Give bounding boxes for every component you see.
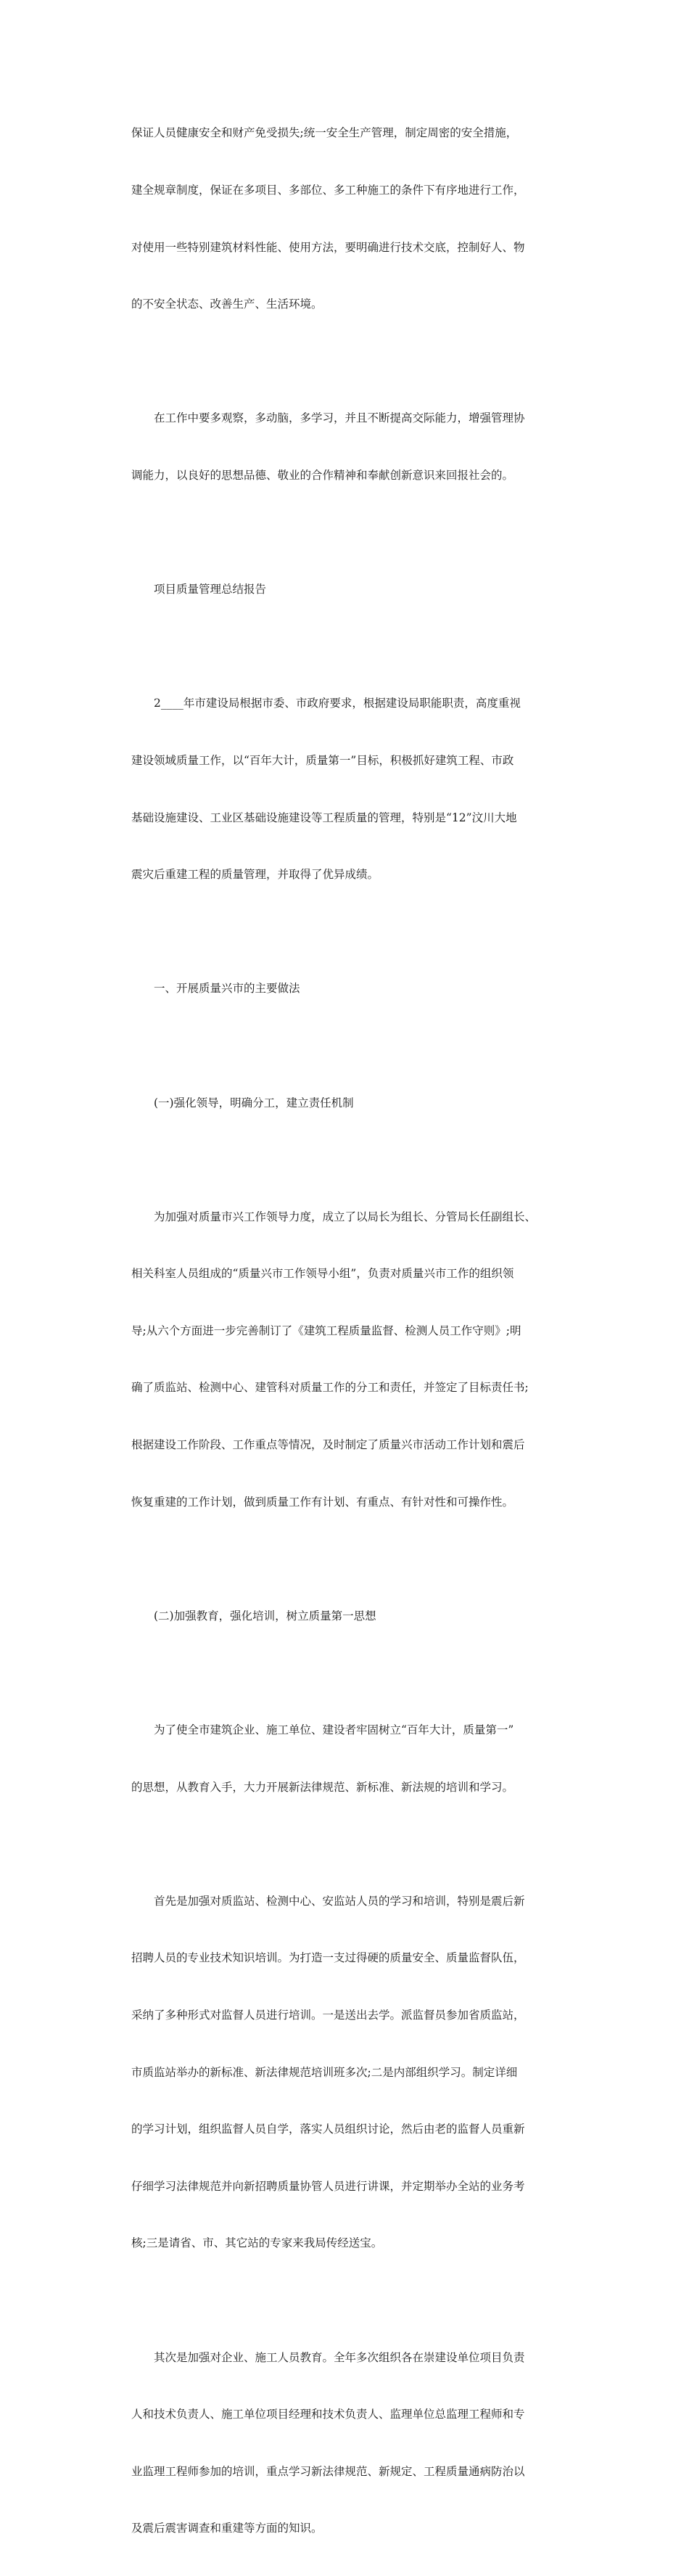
- paragraph-education: [131, 1683, 566, 1835]
- text-line: 为加强对质量市兴工作领导力度，成立了以局长为组长、分管局长任副组长、: [154, 1210, 537, 1223]
- heading-text: (一)强化领导，明确分工，建立责任机制: [154, 1096, 354, 1109]
- text-line: 基础设施建设、工业区基础设施建设等工程质量的管理，特别是“12”汶川大地: [131, 811, 517, 824]
- text-line: 首先是加强对质监站、检测中心、安监站人员的学习和培训，特别是震后新: [154, 1894, 525, 1908]
- heading-text: (二)加强教育，强化培训，树立质量第一思想: [154, 1609, 376, 1623]
- text-line: 调能力，以良好的思想品德、敬业的合作精神和奉献创新意识来回报社会的。: [131, 468, 514, 482]
- text-line: 招聘人员的专业技术知识培训。为打造一支过得硬的质量安全、质量监督队伍，: [131, 1951, 525, 1965]
- text-line: 建全规章制度，保证在多项目、多部位、多工种施工的条件下有序地进行工作，: [131, 184, 525, 197]
- paragraph-leadership: [131, 1169, 566, 1549]
- text-line: 在工作中要多观察，多动脑，多学习，并且不断提高交际能力，增强管理协: [154, 411, 525, 425]
- text-line: 业监理工程师参加的培训，重点学习新法律规范、新规定、工程质量通病防治以: [131, 2464, 525, 2478]
- text-line: 的不安全状态、改善生产、生活环境。: [131, 298, 323, 311]
- report-title: [131, 542, 566, 637]
- text-line: 的学习计划，组织监督人员自学，落实人员组织讨论，然后由老的监督人员重新: [131, 2122, 525, 2136]
- text-line: 建设领域质量工作，以“百年大计，质量第一”目标，积极抓好建筑工程、市政: [131, 753, 514, 767]
- document-page: [131, 86, 566, 2576]
- paragraph-enterprise-training: [131, 2310, 566, 2576]
- text-line: 2____年市建设局根据市委、市政府要求，根据建设局职能职责，高度重视: [154, 697, 521, 710]
- text-line: 恢复重建的工作计划，做到质量工作有计划、有重点、有针对性和可操作性。: [131, 1495, 514, 1509]
- text-line: 相关科室人员组成的“质量兴市工作领导小组”，负责对质量兴市工作的组织领: [131, 1267, 514, 1281]
- text-line: 人和技术负责人、施工单位项目经理和技术负责人、监理单位总监理工程师和专: [131, 2408, 525, 2421]
- text-line: 根据建设工作阶段、工作重点等情况，及时制定了质量兴市活动工作计划和震后: [131, 1438, 525, 1452]
- subsection-heading-2: [131, 1568, 566, 1663]
- subsection-heading-1: [131, 1055, 566, 1150]
- text-line: 采纳了多种形式对监督人员进行培训。一是送出去学。派监督员参加省质监站，: [131, 2009, 525, 2022]
- paragraph-safety-management: [131, 86, 566, 352]
- paragraph-intro: [131, 656, 566, 922]
- text-line: 的思想，从教育入手，大力开展新法律规范、新标准、新法规的培训和学习。: [131, 1780, 514, 1794]
- text-line: 仔细学习法律规范并向新招聘质量协管人员进行讲课，并定期举办全站的业务考: [131, 2179, 525, 2193]
- text-line: 震灾后重建工程的质量管理，并取得了优异成绩。: [131, 868, 379, 882]
- paragraph-staff-training: [131, 1853, 566, 2291]
- text-line: 为了使全市建筑企业、施工单位、建设者牢固树立“百年大计，质量第一”: [154, 1723, 514, 1737]
- text-line: 导;从六个方面进一步完善制订了《建筑工程质量监督、检测人员工作守则》;明: [131, 1324, 521, 1337]
- heading-text: 一、开展质量兴市的主要做法: [154, 982, 300, 996]
- text-line: 确了质监站、检测中心、建管科对质量工作的分工和责任，并签定了目标责任书;: [131, 1381, 529, 1395]
- text-line: 对使用一些特别建筑材料性能、使用方法，要明确进行技术交底，控制好人、物: [131, 240, 525, 254]
- heading-text: 项目质量管理总结报告: [154, 583, 267, 596]
- text-line: 及震后震害调查和重建等方面的知识。: [131, 2522, 323, 2535]
- text-line: 其次是加强对企业、施工人员教育。全年多次组织各在崇建设单位项目负责: [154, 2350, 525, 2364]
- paragraph-work-attitude: [131, 371, 566, 523]
- text-line: 保证人员健康安全和财产免受损失;统一安全生产管理，制定周密的安全措施，: [131, 126, 518, 140]
- text-line: 市质监站举办的新标准、新法律规范培训班多次;二是内部组织学习。制定详细: [131, 2065, 518, 2079]
- text-line: 核;三是请省、市、其它站的专家来我局传经送宝。: [131, 2236, 383, 2250]
- section-heading-1: [131, 941, 566, 1036]
